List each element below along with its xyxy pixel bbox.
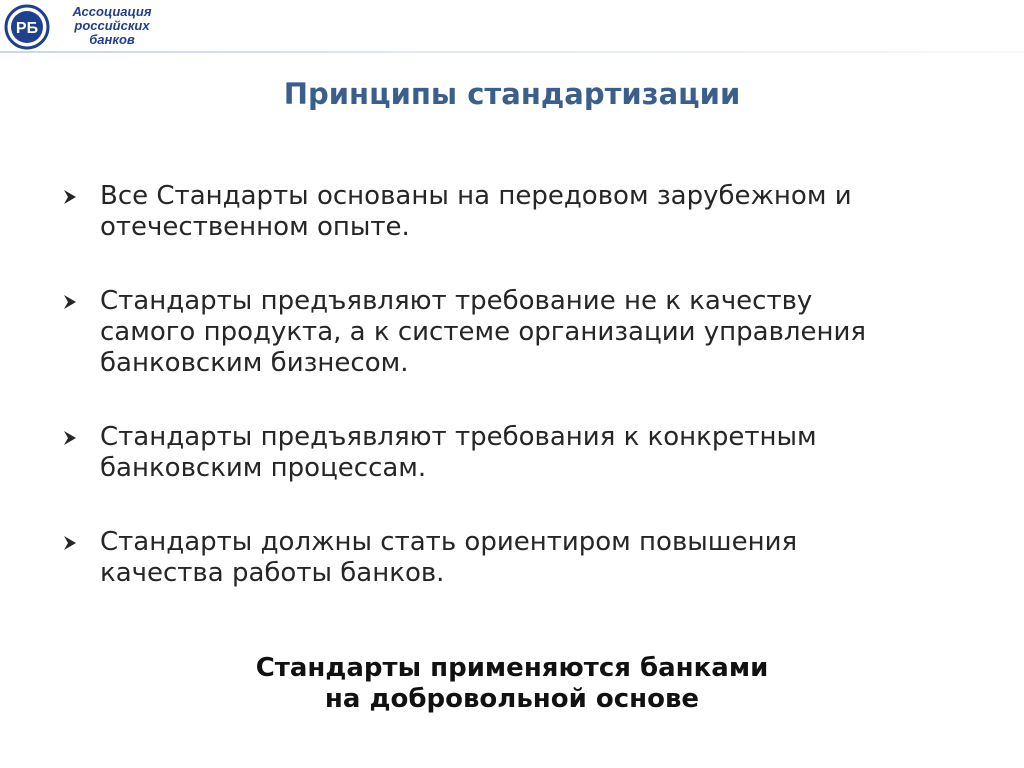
logo-text: РБ — [15, 20, 39, 37]
list-item-line: банковским бизнесом. — [100, 348, 409, 378]
arrow-bullet-icon — [62, 294, 78, 310]
list-item — [62, 422, 962, 484]
association-logo — [4, 4, 50, 50]
organization-name — [57, 5, 167, 47]
list-item — [62, 181, 962, 243]
list-item-line: Стандарты предъявляют требования к конкретным — [100, 422, 817, 452]
list-item-line: отечественном опыте. — [100, 212, 410, 242]
list-item-line: Все Стандарты основаны на передовом зарубежном и — [100, 181, 852, 211]
principles-list — [62, 181, 962, 589]
list-item-line: Стандарты предъявляют требование не к качеству — [100, 286, 813, 316]
org-name-line: российских — [74, 18, 150, 33]
list-item — [62, 527, 962, 589]
list-item-line: качества работы банков. — [100, 558, 445, 588]
arrow-bullet-icon — [62, 430, 78, 446]
conclusion-note — [0, 653, 1024, 715]
list-item-line: банковским процессам. — [100, 453, 427, 483]
conclusion-line: на добровольной основе — [324, 684, 700, 714]
page-title: Принципы стандартизации — [283, 77, 741, 111]
arrow-bullet-icon — [62, 189, 78, 205]
header-divider — [0, 51, 1024, 53]
list-item-line: самого продукта, а к системе организации управления — [100, 317, 867, 347]
list-item — [62, 286, 962, 379]
org-name-line: Ассоциация — [72, 4, 152, 19]
arrow-bullet-icon — [62, 535, 78, 551]
list-item-line: Стандарты должны стать ориентиром повышения — [100, 527, 798, 557]
conclusion-line: Стандарты применяются банками — [255, 653, 769, 683]
org-name-line: банков — [89, 32, 135, 47]
